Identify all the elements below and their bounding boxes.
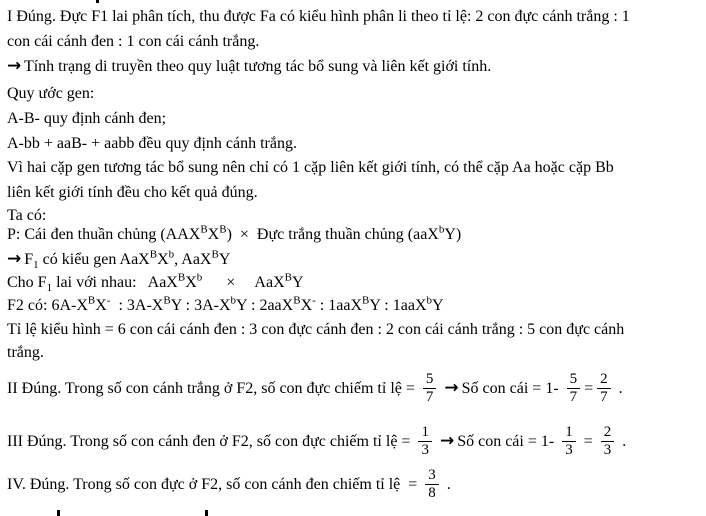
generation-subscript: 1 <box>33 259 39 272</box>
allele-superscript: b <box>426 294 433 307</box>
fraction-numerator: 5 <box>567 371 581 389</box>
fraction-denominator: 3 <box>421 441 429 458</box>
line-gene-convention-header <box>7 84 704 103</box>
arrow-icon: → <box>439 430 454 451</box>
text-run: X <box>185 274 197 291</box>
arrow-icon: → <box>7 56 21 76</box>
arrow-icon: → <box>7 249 21 269</box>
line-statement-I-1 <box>7 7 704 26</box>
fraction <box>423 371 437 406</box>
text-run: = <box>584 379 594 397</box>
text-run: X <box>300 297 313 314</box>
fraction-denominator: 7 <box>600 388 608 405</box>
text-run: I Đúng. Đực F1 lai phân tích, thu được Fa có kiểu hình phân li theo tỉ lệ: 2 con đực cánh trắng : 1 <box>7 8 630 25</box>
allele-superscript: b <box>196 271 203 284</box>
text-run: × AaX <box>202 274 285 291</box>
line-gene-convention-white <box>7 134 704 153</box>
fraction-numerator: 5 <box>423 371 437 389</box>
text-run: Số con cái = 1- <box>453 432 559 450</box>
line-explanation-1 <box>7 158 704 177</box>
fraction-numerator: 2 <box>601 424 615 442</box>
line-statement-I-2 <box>7 32 704 51</box>
allele-superscript: B <box>219 223 227 236</box>
allele-superscript: B <box>87 294 96 307</box>
text-run: Cho F <box>7 274 47 291</box>
text-run: Tỉ lệ kiểu hình = 6 con cái cánh đen : 3 con đực cánh đen : 2 con cái cánh trắng : 5 con đực cánh <box>7 321 625 338</box>
clipped-text-fragment <box>205 510 208 516</box>
fraction-numerator: 2 <box>597 371 611 389</box>
text-run: liên kết giới tính đều cho kết quả đúng. <box>7 184 258 201</box>
allele-superscript: B <box>293 294 301 307</box>
clipped-text-fragment <box>96 0 99 3</box>
allele-superscript: B <box>149 248 158 261</box>
line-f1-genotype <box>7 248 704 272</box>
text-run: ) × Đực trắng thuần chủng (aaX <box>226 226 439 243</box>
allele-superscript: b <box>438 223 445 236</box>
line-parent-cross <box>7 225 704 244</box>
fraction-numerator: 3 <box>425 467 439 485</box>
fraction-denominator: 3 <box>565 441 573 458</box>
text-run: . <box>618 432 627 450</box>
allele-superscript: B <box>177 271 186 284</box>
text-run: II Đúng. Trong số con cánh trắng ở F2, số con đực chiếm tỉ lệ = <box>7 379 419 397</box>
text-run: III Đúng. Trong số con cánh đen ở F2, số con đực chiếm tỉ lệ = <box>7 432 415 450</box>
allele-superscript: b <box>168 248 175 261</box>
arrow-icon: → <box>444 377 458 398</box>
text-run: con cái cánh đen : 1 con cái cánh trắng. <box>7 33 260 50</box>
generation-subscript: 1 <box>46 282 53 295</box>
text-run: Y : 2aaX <box>236 297 294 314</box>
fraction-denominator: 7 <box>425 388 434 405</box>
text-run: A-B- quy định cánh đen; <box>7 110 167 127</box>
allele-superscript: B <box>163 294 171 307</box>
text-run: Số con cái = 1- <box>457 379 563 397</box>
text-run: Y) <box>444 226 462 243</box>
text-run: Y <box>291 274 304 291</box>
fraction-numerator: 1 <box>562 424 576 442</box>
allele-superscript: B <box>362 294 370 307</box>
text-run: : 1aaX <box>315 297 362 314</box>
text-run: Y <box>432 297 444 314</box>
clipped-text-fragment <box>57 510 60 516</box>
line-phenotype-ratio-2 <box>7 343 704 362</box>
text-run: Quy ước gen: <box>7 85 95 102</box>
allele-superscript: B <box>211 248 219 261</box>
line-conclusion-inheritance <box>7 57 704 76</box>
line-phenotype-ratio-1 <box>7 320 704 339</box>
fraction <box>601 424 615 459</box>
allele-superscript: - <box>312 294 316 307</box>
text-run: X <box>207 226 220 243</box>
text-run: F <box>20 251 34 268</box>
fraction <box>418 424 432 459</box>
text-run: lai với nhau: AaX <box>52 274 178 291</box>
text-run: P: Cái đen thuần chủng (AAX <box>7 226 201 243</box>
text-run: Vì hai cặp gen tương tác bổ sung nên chỉ có 1 cặp liên kết giới tính, có thể cặp Aa hoặc cặp Bb <box>7 159 614 176</box>
text-run: Tính trạng di truyền theo quy luật tương tác bổ sung và liên kết giới tính. <box>20 58 492 75</box>
text-run: . <box>442 475 451 493</box>
fraction <box>567 371 581 406</box>
text-run: có kiểu gen AaX <box>38 251 150 268</box>
text-run: trắng. <box>7 344 44 361</box>
allele-superscript: B <box>284 271 292 284</box>
line-explanation-2 <box>7 183 704 202</box>
text-run: Y : 3A-X <box>170 297 231 314</box>
line-gene-convention-black <box>7 109 704 128</box>
fraction <box>425 467 439 502</box>
fraction <box>562 424 576 459</box>
text-run: . <box>614 379 623 397</box>
fraction-denominator: 8 <box>428 484 436 501</box>
text-run: = <box>579 432 597 450</box>
text-run: : 3A-X <box>110 297 164 314</box>
line-f2-genotype-ratio <box>7 296 704 315</box>
line-ta-co <box>7 206 704 225</box>
line-statement-II <box>7 368 704 408</box>
fraction <box>597 371 611 406</box>
text-run: X <box>95 297 107 314</box>
line-f1-cross <box>7 271 704 295</box>
allele-superscript: - <box>106 294 111 307</box>
allele-superscript: B <box>200 223 208 236</box>
text-run: X <box>157 251 169 268</box>
text-run: A-bb + aaB- + aabb đều quy định cánh trắng. <box>7 135 297 152</box>
line-statement-IV <box>7 464 704 504</box>
text-run: IV. Đúng. Trong số con đực ở F2, số con cánh đen chiếm tỉ lệ = <box>7 475 422 493</box>
allele-superscript: b <box>230 294 237 307</box>
fraction-denominator: 7 <box>569 388 578 405</box>
text-run: Y <box>218 251 231 268</box>
text-run: Y : 1aaX <box>369 297 427 314</box>
text-run: , AaX <box>174 251 212 268</box>
text-run: F2 có: 6A-X <box>7 297 88 314</box>
fraction-numerator: 1 <box>418 424 432 442</box>
fraction-denominator: 3 <box>603 441 612 458</box>
text-run: Ta có: <box>7 207 47 224</box>
line-statement-III <box>7 421 704 461</box>
